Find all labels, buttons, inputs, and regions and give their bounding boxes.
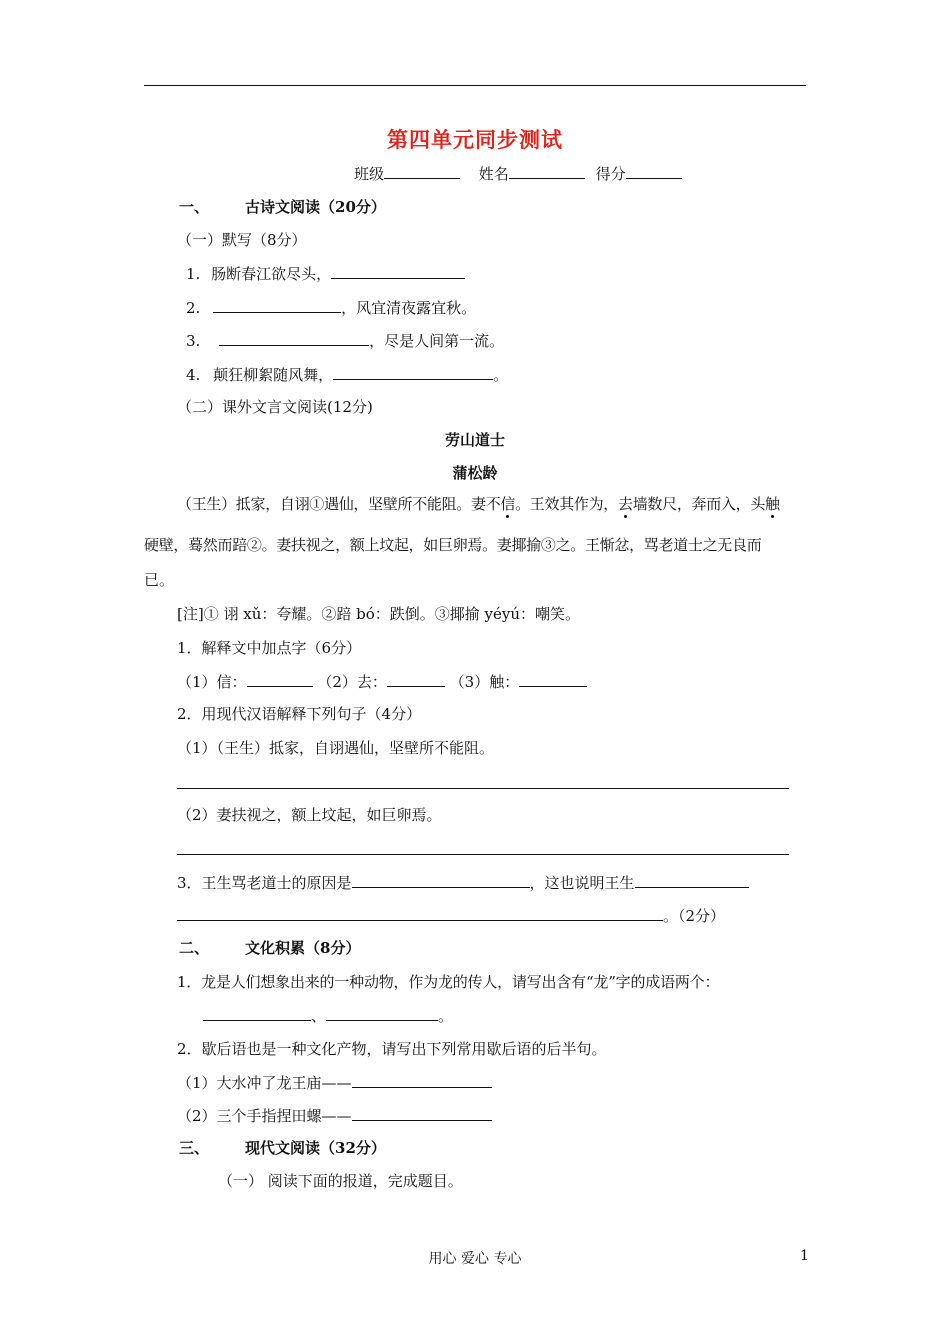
culture-question-1: 1．龙是人们想象出来的一种动物，作为龙的传人，请写出含有“龙”字的成语两个：: [177, 973, 720, 991]
culture-question-1-answers: [203, 1005, 453, 1026]
part2-heading: （二）课外文言文阅读(12分): [177, 398, 373, 416]
answer-label: （1）信：: [177, 673, 247, 691]
answer-blank[interactable]: [326, 1005, 438, 1021]
passage-text: 墙数尺，奔而入，头: [632, 495, 766, 513]
answer-line[interactable]: [177, 788, 789, 789]
section3-heading: 现代文阅读（32分）: [245, 1139, 386, 1157]
item-end: 。: [493, 366, 509, 384]
question-2-sentence-2: （2）妻扶视之，额上坟起，如巨卵焉。: [177, 806, 442, 824]
item-text: 肠断春江欲尽头，: [211, 265, 332, 283]
score-label: 得分: [595, 165, 626, 183]
passage-note: [注]① 诩 xǔ：夸耀。②踣 bó：跌倒。③揶揄 yéyú：嘲笑。: [177, 605, 581, 623]
passage-line-2: 硬壁，蓦然而踣②。妻扶视之，额上坟起，如巨卵焉。妻揶揄③之。王惭忿，骂老道士之无良而: [144, 536, 762, 554]
name-field[interactable]: [509, 163, 585, 179]
answer-blank[interactable]: [352, 1105, 492, 1121]
item-text: ，风宜清夜露宜秋。: [341, 299, 477, 317]
question-text: ，这也说明王生: [529, 874, 635, 892]
class-label: 班级: [354, 165, 385, 183]
passage-line-1: [177, 494, 780, 514]
part1-heading: （一）默写（8分）: [177, 231, 307, 249]
answer-blank[interactable]: [352, 872, 530, 888]
proverb-text: （1）大水冲了龙王庙——: [177, 1074, 352, 1092]
answer-blank[interactable]: [635, 872, 749, 888]
proverb-text: （2）三个手指捏田螺——: [177, 1107, 352, 1125]
answer-blank[interactable]: [333, 364, 493, 380]
answer-blank[interactable]: [219, 330, 369, 346]
dotted-char-xin: 信: [500, 495, 516, 513]
passage-text: 。王效其作为，: [515, 495, 619, 513]
header-rule: [144, 85, 806, 86]
answer-blank[interactable]: [387, 671, 445, 687]
answer-blank[interactable]: [177, 905, 663, 921]
section1-number: 一、: [179, 198, 210, 216]
passage-title: 劳山道士: [444, 431, 505, 449]
question-end: 。（2分）: [663, 907, 726, 925]
recite-item-4: [186, 364, 508, 385]
recite-item-1: [186, 263, 465, 284]
culture-question-2: 2．歇后语也是一种文化产物，请写出下列常用歇后语的后半句。: [177, 1040, 607, 1058]
passage-text: （王生）抵家，自诩①遇仙，坚壁所不能阻。妻不: [177, 495, 501, 513]
page-title: 第四单元同步测试: [387, 127, 563, 152]
question-2-sentence-1: （1）（王生）抵家，自诩遇仙，坚壁所不能阻。: [177, 739, 495, 757]
recite-item-2: [186, 297, 476, 318]
question-3: [177, 872, 749, 893]
section1-heading: 古诗文阅读（20分）: [245, 198, 386, 216]
item-number: 2.: [186, 299, 201, 317]
answer-label: （2）去：: [317, 673, 387, 691]
dotted-char-chu: 触: [765, 495, 780, 513]
question-end: 。: [438, 1007, 454, 1025]
answer-blank[interactable]: [213, 297, 341, 313]
passage-author: 蒲松龄: [452, 464, 498, 482]
footer-text: 用心 爱心 专心: [428, 1251, 522, 1267]
question-1: 1．解释文中加点字（6分）: [177, 639, 362, 657]
item-text: ，尽是人间第一流。: [369, 332, 505, 350]
passage-line-3: 已。: [144, 571, 175, 589]
answer-blank[interactable]: [203, 1005, 311, 1021]
separator: 、: [311, 1007, 327, 1025]
section3-part1: （一） 阅读下面的报道，完成题目。: [218, 1172, 463, 1190]
section2-number: 二、: [179, 939, 210, 957]
student-info-line: [354, 163, 682, 184]
section3-number: 三、: [179, 1139, 210, 1157]
page-number: 1: [800, 1248, 809, 1264]
dotted-char-qu: 去: [618, 495, 633, 513]
section2-heading: 文化积累（8分）: [245, 939, 361, 957]
question-text: 3．王生骂老道士的原因是: [177, 874, 352, 892]
recite-item-3: [186, 330, 504, 351]
class-field[interactable]: [384, 163, 460, 179]
question-1-answers: [177, 671, 587, 692]
item-number: 3.: [186, 332, 201, 350]
answer-blank[interactable]: [519, 671, 587, 687]
item-number: 4.: [186, 366, 201, 384]
answer-label: （3）触：: [449, 673, 520, 691]
answer-line[interactable]: [177, 854, 789, 855]
score-field[interactable]: [626, 163, 682, 179]
proverb-item-2: [177, 1105, 492, 1126]
question-3-continued: [177, 905, 725, 926]
item-text: 颠狂柳絮随风舞，: [213, 366, 334, 384]
answer-blank[interactable]: [331, 263, 465, 279]
question-2: 2．用现代汉语解释下列句子（4分）: [177, 705, 422, 723]
item-number: 1.: [186, 265, 201, 283]
name-label: 姓名: [478, 165, 509, 183]
proverb-item-1: [177, 1072, 492, 1093]
answer-blank[interactable]: [352, 1072, 492, 1088]
answer-blank[interactable]: [247, 671, 313, 687]
